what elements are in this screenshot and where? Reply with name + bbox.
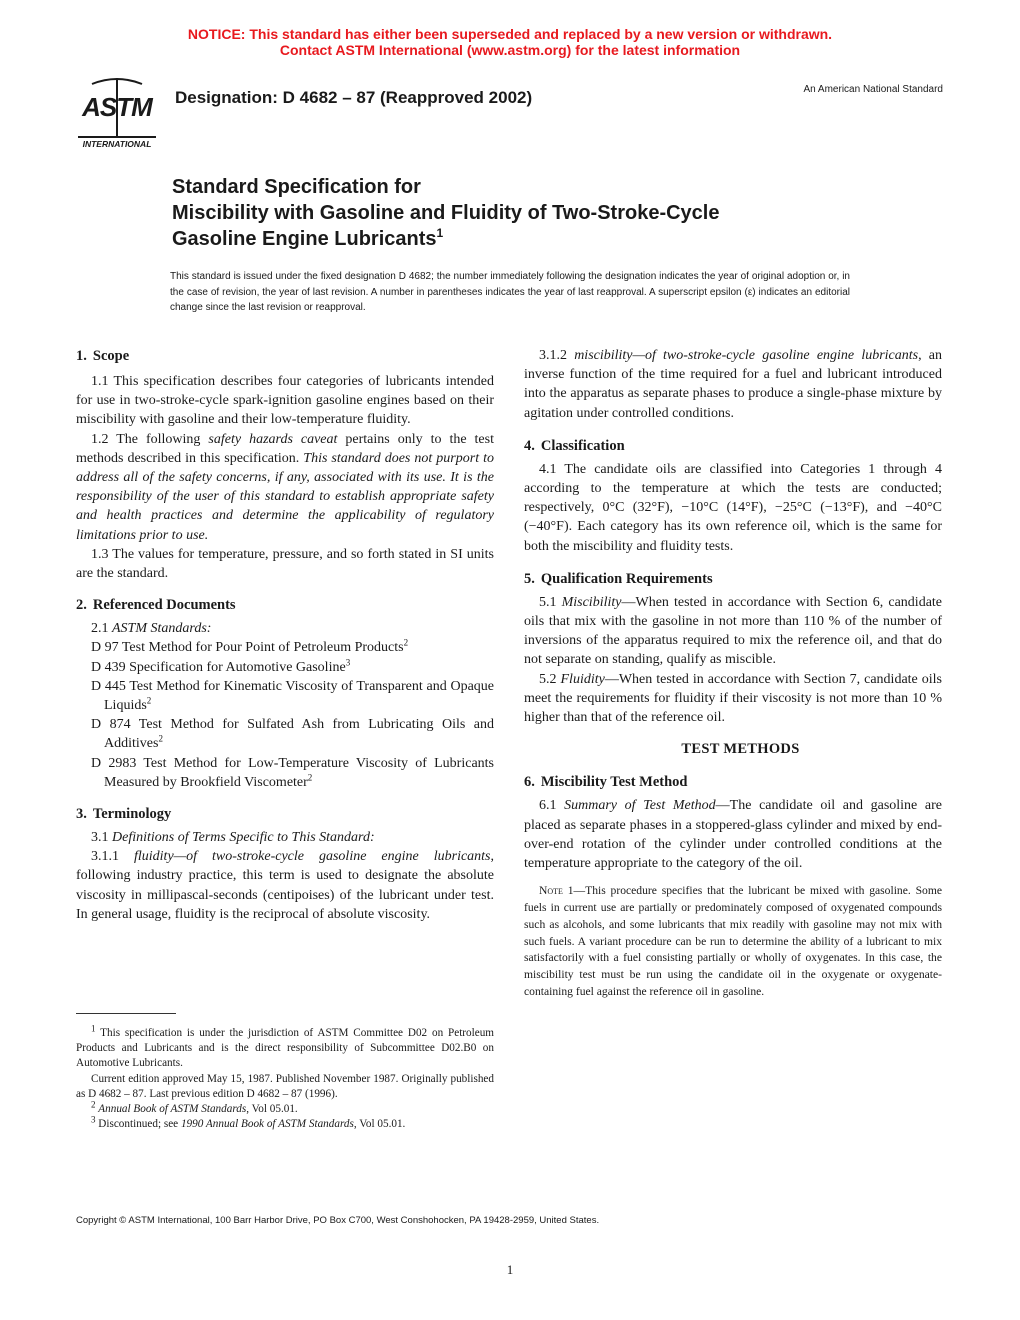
para-6-1: 6.1 Summary of Test Method—The candidate oil and gasoline are placed as separate phases in a stoppered-glass cylinder and mixed by end-over-end rotation of the cylinder under controlled conditions at the temperature appropriate to the category of the oil. <box>524 798 942 872</box>
para-3-1: 3.1 Definitions of Terms Specific to This Standard: <box>91 830 375 846</box>
section-1-heading: 1. Scope <box>76 348 130 364</box>
title-line-1: Standard Specification for <box>172 176 421 198</box>
title-line-2: Miscibility with Gasoline and Fluidity of Two-Stroke-Cycle <box>172 202 720 224</box>
para-5-1: 5.1 Miscibility—When tested in accordance with Section 6, candidate oils that mix with the gasoline in not more than 110 % of the number of inversions of the apparatus required to mix the reference oil, and that do not separate on standing, qualify as miscible. <box>524 594 943 668</box>
left-column <box>76 346 494 924</box>
copyright: Copyright © ASTM International, 100 Barr Harbor Drive, PO Box C700, West Conshohocken, PA 19428-2959, United States. <box>76 1215 600 1226</box>
footnotes <box>76 1023 494 1132</box>
title-line-3: Gasoline Engine Lubricants <box>172 228 437 250</box>
section-3-heading: 3. Terminology <box>76 806 172 823</box>
para-3-1-1: 3.1.1 fluidity—of two-stroke-cycle gasoline engine lubricants, following industry practice, this term is used to designate the absolute viscosity in millipascal-seconds (centipoises) of the lubricant under test. In general usage, fluidity is the reciprocal of absolute viscosity. <box>76 849 495 922</box>
ref-d439: D 439 Specification for Automotive Gasoline$^3$ <box>91 656 351 675</box>
para-3-1-2: 3.1.2 miscibility—of two-stroke-cycle gasoline engine lubricants, an inverse function of the time required for a fuel and lubricant introduced into the apparatus as separate phases to produce a single-phase mixture by agitation under controlled conditions. <box>524 348 943 421</box>
notice-line-1: NOTICE: This standard has either been superseded and replaced by a new version or withdrawn. <box>187 26 833 42</box>
para-2-1: 2.1 ASTM Standards: <box>91 621 212 637</box>
ref-d445: D 445 Test Method for Kinematic Viscosity of Transparent and Opaque Liquids$^2$ <box>91 678 494 714</box>
section-6-heading: 6. Miscibility Test Method <box>524 774 688 791</box>
logo-text: ASTM <box>82 92 152 122</box>
footnote-rule <box>76 1013 176 1014</box>
para-5-2: 5.2 Fluidity—When tested in accordance with Section 7, candidate oils meet the requirements for fluidity if their viscosity is not more than 10 % higher than that of the reference oil. <box>524 671 942 726</box>
ref-d874: D 874 Test Method for Sulfated Ash from Lubricating Oils and Additives$^2$ <box>91 717 494 752</box>
logo-subtext: INTERNATIONAL <box>82 139 152 149</box>
note-1: Note 1—This procedure specifies that the lubricant be mixed with gasoline. Some fuels in current use are partially or predominately composed of oxygenated compounds such as alcohols, and some lubricants that mix readily with gasoline may not mix with such fuels. A variant procedure can be run to determine the ability of a lubricant to mix satisfactorily with a fuel consisting partially or wholly of oxygenates. In this case, the miscibility test must be run using the candidate oil in the oxygenate or oxygenate-containing fuel against the reference oil in gasoline. <box>524 884 942 999</box>
para-1-3: 1.3 The values for temperature, pressure, and so forth stated in SI units are the standard. <box>76 546 494 582</box>
title-footnote-mark: 1 <box>436 226 444 240</box>
section-4-heading: 4. Classification <box>524 437 625 454</box>
footnote-1: $^1$ This specification is under the jurisdiction of ASTM Committee D02 on Petroleum Products and Lubricants and is the direct responsibility of Subcommittee D02.B0 on Automotive Lubricants. <box>76 1023 494 1070</box>
ref-d2983: D 2983 Test Method for Low-Temperature Viscosity of Lubricants Measured by Brookfield Viscometer$^2$ <box>91 755 494 790</box>
astm-logo <box>72 76 162 150</box>
section-5-heading: 5. Qualification Requirements <box>524 570 713 587</box>
page-number: 1 <box>506 1262 514 1277</box>
notice-line-2: Contact ASTM International (www.astm.org) for the latest information <box>279 42 741 58</box>
footnote-1-edition: Current edition approved May 15, 1987. Published November 1987. Originally published as D 4682 – 87. Last previous edition D 4682 – 87 (1996). <box>76 1072 494 1100</box>
designation: Designation: D 4682 – 87 (Reapproved 2002) <box>175 88 533 107</box>
footnote-3: $^3$ Discontinued; see 1990 Annual Book of ASTM Standards, Vol 05.01. <box>91 1114 406 1131</box>
ref-d97: D 97 Test Method for Pour Point of Petroleum Products$^2$ <box>91 637 409 656</box>
test-methods-heading: TEST METHODS <box>681 741 800 758</box>
right-column <box>524 346 942 1001</box>
para-4-1: 4.1 The candidate oils are classified into Categories 1 through 4 according to the temperature at which the tests are conducted; respectively, 0°C (32°F), −10°C (14°F), −25°C (−13°F), and −40°C (−40°F). Each category has its own reference oil, which is the same for both the miscibility and fluidity tests. <box>524 461 942 554</box>
footnote-2: $^2$ Annual Book of ASTM Standards, Vol 05.01. <box>91 1099 298 1116</box>
document-title <box>172 174 932 252</box>
section-2-heading: 2. Referenced Documents <box>76 597 236 614</box>
preamble: This standard is issued under the fixed designation D 4682; the number immediately following the designation indicates the year of original adoption or, in the case of revision, the year of last revision. A number in parentheses indicates the year of last reapproval. A superscript epsilon (ε) indicates an editorial change since the last revision or reapproval. <box>170 271 850 313</box>
american-national-standard: An American National Standard <box>803 84 943 95</box>
para-1-2: 1.2 The following safety hazards caveat pertains only to the test methods described in this specification. This standard does not purport to address all of the safety concerns, if any, associated with its use. It is the responsibility of the user of this standard to establish appropriate safety and health practices and determine the applicability of regulatory limitations prior to use. <box>76 431 494 543</box>
para-1-1: 1.1 This specification describes four categories of lubricants intended for use in two-stroke-cycle spark-ignition gasoline engines based on their miscibility with gasoline and their low-temperature fluidity. <box>76 374 494 428</box>
